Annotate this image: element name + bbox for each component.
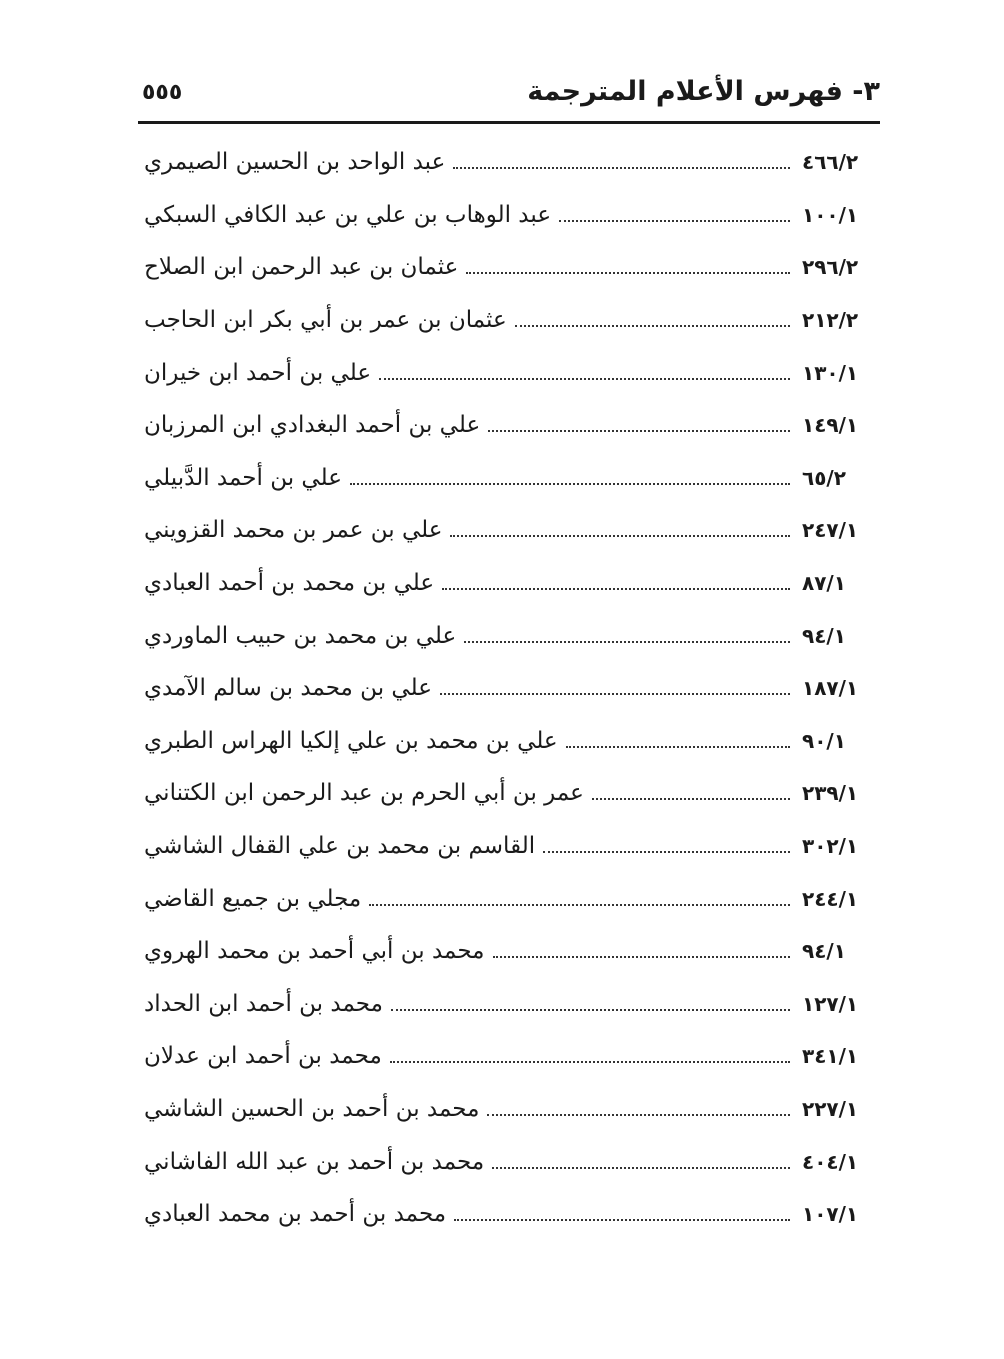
entry-name: عبد الوهاب بن علي بن عبد الكافي السبكي — [144, 201, 552, 228]
index-entry — [138, 1135, 880, 1188]
index-entry — [138, 557, 880, 610]
entry-name: علي بن أحمد البغدادي ابن المرزبان — [144, 412, 481, 439]
entry-reference: ٩٤/١ — [802, 623, 846, 648]
index-entry — [138, 399, 880, 452]
index-entry — [138, 452, 880, 505]
entry-name: علي بن محمد بن أحمد العبادي — [144, 570, 435, 597]
dot-leader — [566, 746, 790, 748]
index-entry — [138, 820, 880, 873]
entry-name: محمد بن أحمد ابن عدلان — [144, 1043, 382, 1070]
entry-reference: ١٨٧/١ — [802, 676, 859, 701]
entry-reference: ٢١٢/٢ — [802, 308, 859, 333]
index-entry — [138, 715, 880, 768]
entry-name: علي بن محمد بن علي إلكيا الهراس الطبري — [144, 727, 558, 754]
dot-leader — [488, 430, 790, 432]
dot-leader — [543, 851, 790, 853]
entry-name: عثمان بن عمر بن أبي بكر ابن الحاجب — [144, 307, 507, 334]
entry-name: محمد بن أحمد بن محمد العبادي — [144, 1201, 447, 1228]
dot-leader — [487, 1114, 790, 1116]
entry-reference: ٩٤/١ — [802, 939, 846, 964]
dot-leader — [453, 167, 790, 169]
dot-leader — [450, 535, 790, 537]
dot-leader — [391, 1009, 790, 1011]
entry-reference: ٦٥/٢ — [802, 465, 846, 490]
entry-name: علي بن أحمد ابن خيران — [144, 359, 372, 386]
index-entry — [138, 872, 880, 925]
index-entry — [138, 978, 880, 1031]
entry-name: محمد بن أحمد بن الحسين الشاشي — [144, 1095, 480, 1122]
entry-reference: ٩٠/١ — [802, 728, 846, 753]
dot-leader — [442, 588, 790, 590]
entry-reference: ٣٠٢/١ — [802, 834, 859, 859]
entry-name: محمد بن أحمد بن عبد الله الفاشاني — [144, 1148, 485, 1175]
dot-leader — [390, 1061, 790, 1063]
index-list — [138, 136, 880, 1240]
dot-leader — [592, 798, 790, 800]
dot-leader — [454, 1219, 790, 1221]
index-entry — [138, 1030, 880, 1083]
entry-name: علي بن أحمد الدَّبيلي — [144, 464, 342, 491]
dot-leader — [493, 956, 791, 958]
dot-leader — [369, 904, 790, 906]
index-entry — [138, 189, 880, 242]
entry-reference: ١٣٠/١ — [802, 360, 859, 385]
index-entry — [138, 662, 880, 715]
entry-reference: ١٠٠/١ — [802, 202, 859, 227]
entry-reference: ١٢٧/١ — [802, 991, 859, 1016]
entry-name: علي بن عمر بن محمد القزويني — [144, 517, 443, 544]
entry-reference: ١٤٩/١ — [802, 413, 859, 438]
entry-name: محمد بن أحمد ابن الحداد — [144, 990, 383, 1017]
entry-name: محمد بن أبي أحمد بن محمد الهروي — [144, 938, 485, 965]
dot-leader — [379, 378, 790, 380]
page-number: ٥٥٥ — [142, 80, 183, 105]
entry-name: مجلي بن جميع القاضي — [144, 885, 362, 912]
header-rule — [138, 121, 880, 124]
entry-name: علي بن محمد بن سالم الآمدي — [144, 675, 432, 702]
entry-name: عثمان بن عبد الرحمن ابن الصلاح — [144, 254, 459, 281]
page-title: ٣- فهرس الأعلام المترجمة — [527, 76, 880, 107]
dot-leader — [440, 693, 790, 695]
page-header — [138, 72, 880, 120]
entry-reference: ٨٧/١ — [802, 571, 846, 596]
dot-leader — [515, 325, 790, 327]
entry-reference: ٢٩٦/٢ — [802, 255, 859, 280]
index-entry — [138, 925, 880, 978]
entry-reference: ٤٦٦/٢ — [802, 150, 859, 175]
entry-reference: ٣٤١/١ — [802, 1044, 859, 1069]
index-entry — [138, 241, 880, 294]
entry-name: عبد الواحد بن الحسين الصيمري — [144, 149, 446, 176]
entry-name: عمر بن أبي الحرم بن عبد الرحمن ابن الكتناني — [144, 780, 584, 807]
entry-name: القاسم بن محمد بن علي القفال الشاشي — [144, 833, 536, 860]
entry-reference: ٢٢٧/١ — [802, 1096, 859, 1121]
entry-reference: ٤٠٤/١ — [802, 1149, 859, 1174]
entry-reference: ١٠٧/١ — [802, 1202, 859, 1227]
entry-reference: ٢٣٩/١ — [802, 781, 859, 806]
index-entry — [138, 609, 880, 662]
index-entry — [138, 1083, 880, 1136]
index-entry — [138, 294, 880, 347]
entry-reference: ٢٤٤/١ — [802, 886, 859, 911]
dot-leader — [466, 272, 790, 274]
index-entry — [138, 346, 880, 399]
index-entry — [138, 504, 880, 557]
dot-leader — [464, 641, 790, 643]
entry-reference: ٢٤٧/١ — [802, 518, 859, 543]
index-entry — [138, 1188, 880, 1241]
dot-leader — [492, 1167, 790, 1169]
index-entry — [138, 136, 880, 189]
dot-leader — [350, 483, 790, 485]
entry-name: علي بن محمد بن حبيب الماوردي — [144, 622, 457, 649]
dot-leader — [559, 220, 790, 222]
index-entry — [138, 767, 880, 820]
